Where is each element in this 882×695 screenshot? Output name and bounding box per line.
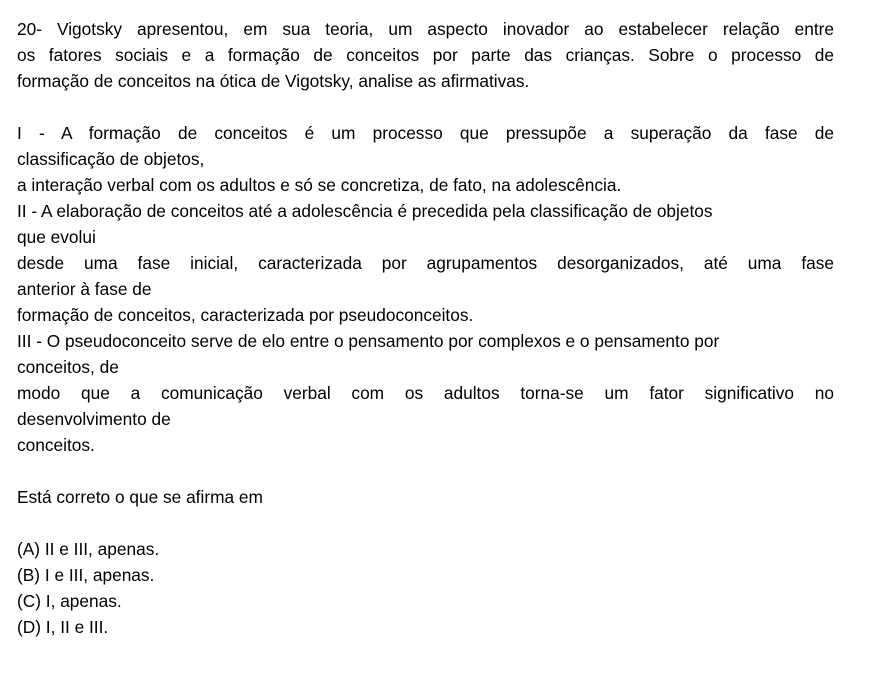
statement-line: conceitos. xyxy=(17,435,95,455)
spacer xyxy=(17,510,834,536)
statement-line: III - O pseudoconceito serve de elo entre o pensamento por complexos e o pensamento por xyxy=(17,331,720,351)
statement-line: formação de conceitos, caracterizada por pseudoconceitos. xyxy=(17,305,474,325)
statement-i xyxy=(17,120,834,198)
question-prompt: Está correto o que se afirma em xyxy=(17,487,263,507)
statement-line: II - A elaboração de conceitos até a adolescência é precedida pela classificação de objetos xyxy=(17,201,713,221)
statement-iii xyxy=(17,328,834,458)
statement-line: anterior à fase de xyxy=(17,279,152,299)
option-a: (A) II e III, apenas. xyxy=(17,539,160,559)
statement-line: classificação de objetos, xyxy=(17,149,205,169)
question-document xyxy=(17,16,834,640)
stem-line: os fatores sociais e a formação de conceitos por parte das crianças. Sobre o processo de xyxy=(17,45,834,65)
statement-line: desenvolvimento de xyxy=(17,409,171,429)
statement-line: a interação verbal com os adultos e só se concretiza, de fato, na adolescência. xyxy=(17,175,622,195)
stem-line: formação de conceitos na ótica de Vigotsky, analise as afirmativas. xyxy=(17,71,530,91)
statement-line: modo que a comunicação verbal com os adultos torna-se um fator significativo no xyxy=(17,383,834,403)
option-d: (D) I, II e III. xyxy=(17,617,109,637)
spacer xyxy=(17,458,834,484)
statement-ii xyxy=(17,198,834,328)
question-stem xyxy=(17,16,834,94)
statement-line: desde uma fase inicial, caracterizada por agrupamentos desorganizados, até uma fase xyxy=(17,253,834,273)
statement-line: conceitos, de xyxy=(17,357,119,377)
answer-options xyxy=(17,536,834,640)
option-b: (B) I e III, apenas. xyxy=(17,565,155,585)
statement-line: que evolui xyxy=(17,227,96,247)
spacer xyxy=(17,94,834,120)
statement-line: I - A formação de conceitos é um processo que pressupõe a superação da fase de xyxy=(17,123,834,143)
option-c: (C) I, apenas. xyxy=(17,591,122,611)
stem-line: 20- Vigotsky apresentou, em sua teoria, um aspecto inovador ao estabelecer relação entre xyxy=(17,19,834,39)
